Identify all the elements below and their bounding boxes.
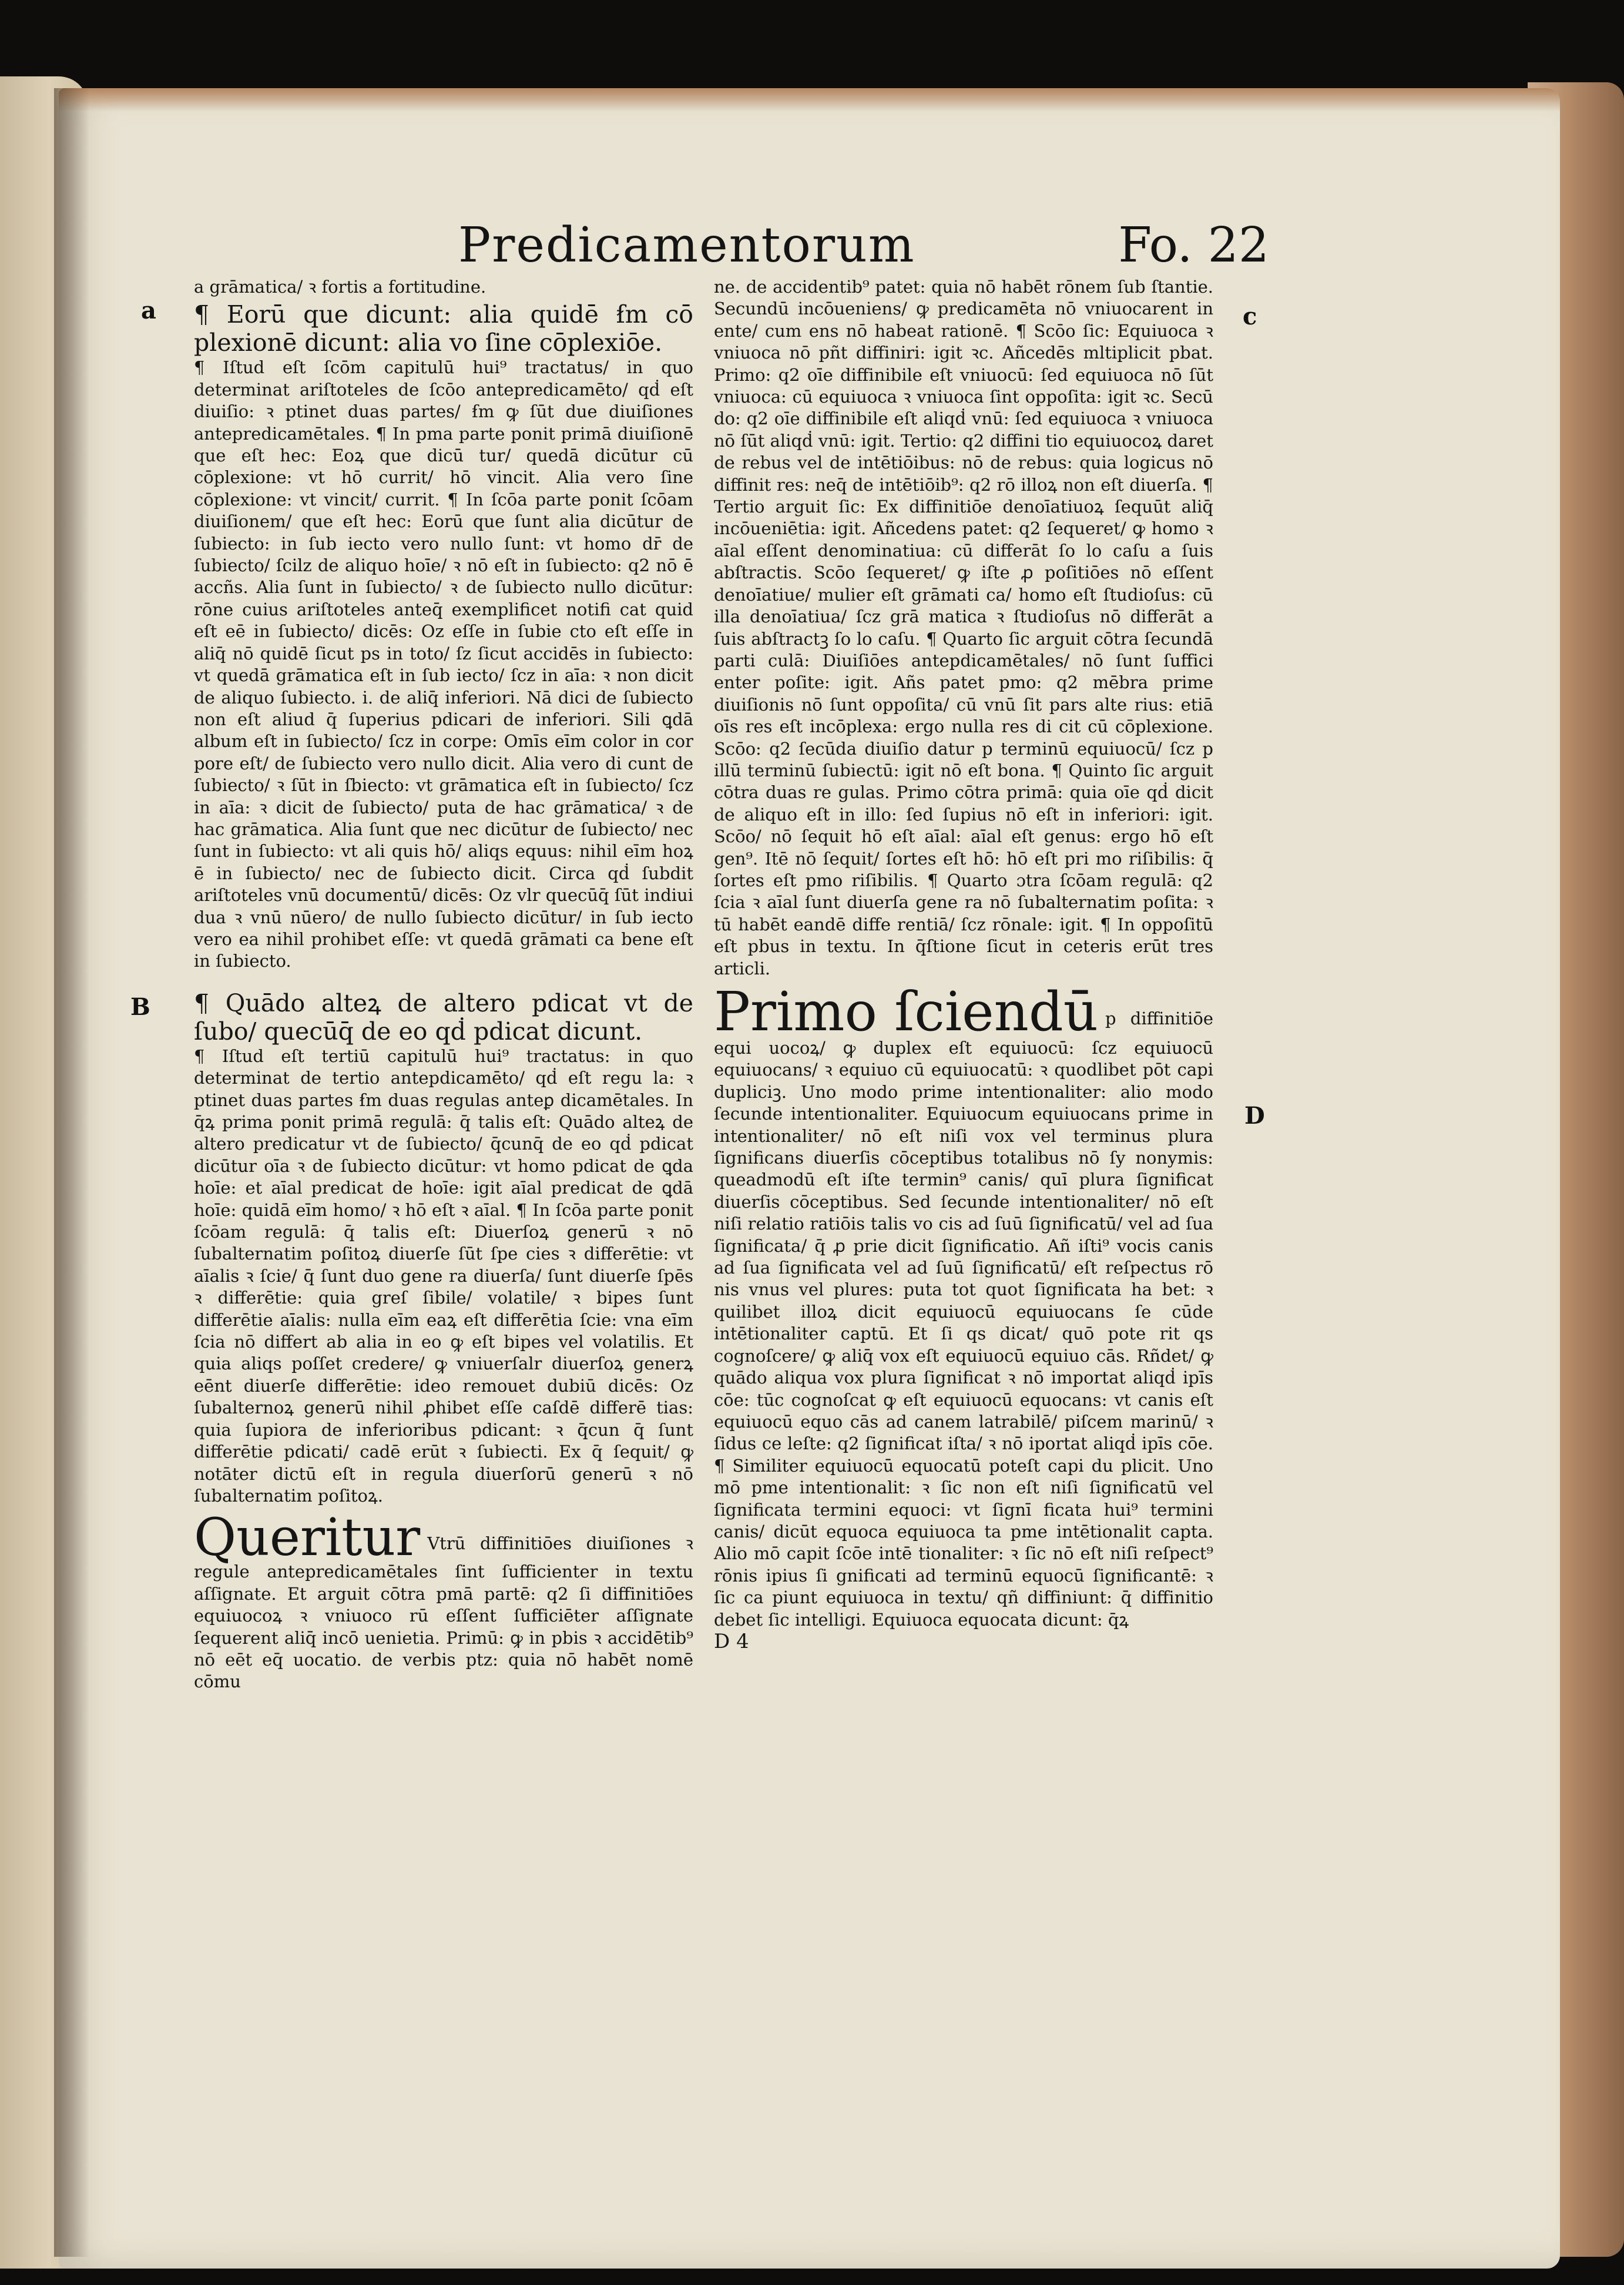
section-heading: ¶ Quādo alteꝝ de altero pdicat vt de ſubo/ quecūq̄ de eo qḋ pdicat dicunt. (194, 989, 693, 1046)
running-title: Predicamentorum (458, 217, 915, 273)
margin-letter-c: c (1243, 303, 1257, 330)
margin-letter-d: D (1244, 1102, 1265, 1130)
section-heading: ¶ Eorū que dicunt: alia quidē ẜm cō plexionē dicunt: alia vo ſine cōplexiōe. (194, 300, 693, 357)
question-text: Vtrū diffinitiōes diuiſiones ꝛ regule antepredicamētales ſint ſufficienter in textu aſſignate. Et arguit cōtra pmā partē: q2 ſi diffinitiōes equiuocoꝝ ꝛ vniuoco rū eſſent ſufficiēter aſſignate ſequerent aliq̄ incō uenietia. Primū: ꝙ in pbis ꝛ accidētib⁹ nō eēt eq̄ uocatio. de verbis ptz: quia nō habēt nomē cōmu (194, 1533, 693, 1692)
commentary-paragraph: ¶ Iſtud eſt ſcōm capitulū hui⁹ tractatus/ in quo determinat ariſtoteles de ſcōo antepredicamēto/ qḋ eſt diuiſio: ꝛ ptinet duas partes/ ẜm ꝙ ſūt due diuiſiones antepredicamētales. ¶ In pma parte ponit primā diuiſionē que eſt hec: Eoꝝ que dicū tur/ quedā dicūtur cū cōplexione: vt hō currit/ hō vincit. Alia vero ſine cōplexione: vt vincit/ currit. ¶ In ſcōa parte ponit ſcōam diuiſionem/ que eſt hec: Eorū que ſunt alia dicūtur de ſubiecto: in ſub iecto vero nullo ſunt: vt homo dr̄ de ſubiecto/ ſcilz de aliquo hoīe/ ꝛ nō eſt in ſubiecto: q2 nō ē accñs. Alia ſunt in ſubiecto/ ꝛ de ſubiecto nullo dicūtur: rōne cuius ariſtoteles anteq̄ exemplificet notifi cat quid eſt eē in ſubiecto/ dicēs: Oz eſſe in ſubie cto eſt eſſe in aliq̄ nō quidē ſicut ps in toto/ ſz ſicut accidēs in ſubiecto: vt quedā grāmatica eſt in ſub iecto/ ſcz in aīa: ꝛ non dicit de aliquo ſubiecto. i. de aliq̄ inferiori. Nā dici de ſubiecto non eſt aliud q̄ ſuperius pdicari de inferiori. Sili ꝗdā album eſt in ſubiecto/ ſcz in corpe: Omīs eīm color in cor pore eſt/ de ſubiecto vero nullo dicit. Alia vero di cunt de ſubiecto/ ꝛ ſūt in ſbiecto: vt grāmatica eſt in ſubiecto/ ſcz in aīa: ꝛ dicit de ſubiecto/ puta de hac grāmatica/ ꝛ de hac grāmatica. Alia ſunt que nec dicūtur de ſubiecto/ nec ſunt in ſubiecto: vt ali quis hō/ aliqs equus: nihil eīm hoꝝ ē in ſubiecto/ nec de ſubiecto dicit. Circa qḋ ſubdit ariſtoteles vnū documentū/ dicēs: Oz vlr quecūq̄ ſūt indiui dua ꝛ vnū nūero/ de nullo ſubiecto dicūtur/ in ſub iecto vero ea nihil prohibet eſſe: vt quedā grāmati ca bene eſt in ſubiecto. (194, 357, 693, 971)
left-column (194, 276, 693, 1693)
article-paragraph (714, 980, 1213, 1631)
margin-letter-a: a (141, 297, 156, 324)
margin-letter-b: B (130, 993, 150, 1021)
article-text: p diffinitiōe equi uocoꝝ/ ꝙ duplex eſt equiuocū: ſcz equiuocū equiuocans/ ꝛ equiuo cū equiuocatū: ꝛ quodlibet pōt capi dupliciꝫ. Uno modo prime intentionaliter: alio modo ſecunde intentionaliter. Equiuocum equiuocans prime in intentionaliter/ nō eſt niſi vox vel terminus plura ſignificans diuerſis cōceptibus totalibus nō ſy nonymis: queadmodū eſt iſte termin⁹ canis/ quī plura ſignificat diuerſis cōceptibus. Sed ſecunde intentionaliter/ nō eſt niſi relatio ratiōis talis vo cis ad ſuū ſignificatū/ vel ad ſua ſignificata/ q̄ ꝓ prie dicit ſignificatio. Añ iſti⁹ vocis canis ad ſua ſignificata vel ad ſuū ſignificatū/ eſt reſpectus rō nis vnus vel plures: puta tot quot ſignificata ha bet: ꝛ quilibet illoꝝ dicit equiuocū equiuocans ſe cūde intētionaliter captū. Et ſi qs dicat/ quō pote rit qs cognoſcere/ ꝙ aliq̄ vox eſt equiuocū equiuo cās. Rñdet/ ꝙ quādo aliqua vox plura ſignificat ꝛ nō importat aliqḋ ipīs cōe: tūc cognoſcat ꝙ eſt equiuocū equocans: vt canis eſt equiuocū equo cās ad canem latrabilē/ piſcem marinū/ ꝛ ſidus ce leſte: q2 ſignificat iſta/ ꝛ nō iportat aliqḋ ipīs cōe. ¶ Similiter equiuocū equocatū poteſt capi du plicit. Uno mō pme intentionalit: ꝛ ſic non eſt niſi ſignificatū vel ſignificata termini equoci: vt ſignī ficata hui⁹ termini canis/ dicūt equoca equiuoca ta pme intētionalit capta. Alio mō capit ſcōe intē tionaliter: ꝛ ſic nō eſt niſi reſpect⁹ rōnis ipius ſi gnificati ad terminū equocū ſignificantē: ꝛ ſic ca piunt equiuoca in textu/ qñ diffiniunt: q̄ diffinitio debet ſic intelligi. Equiuoca equocata dicunt: q̄ꝝ (714, 1009, 1213, 1630)
page-stain (59, 88, 1560, 112)
gutter-shadow (54, 88, 89, 2257)
signature-mark: D 4 (714, 1629, 749, 1653)
question-heading: Queritur (194, 1507, 421, 1568)
commentary-paragraph: ne. de accidentib⁹ patet: quia nō habēt rōnem ſub ſtantie. Secundū incōueniens/ ꝙ predicamēta nō vniuocarent in ente/ cum ens nō habeat rationē. ¶ Scōo ſic: Equiuoca ꝛ vniuoca nō pñt diffiniri: igit ꝛc. Añcedēs mltiplicit pbat. Primo: q2 oīe diffinibile eſt vniuocū: ſed equiuoca nō ſūt vniuoca: cū equiuoca ꝛ vniuoca ſint oppoſita: igit ꝛc. Secū do: q2 oīe diffinibile eſt aliqḋ vnū: ſed equiuoca ꝛ vniuoca nō ſūt aliqḋ vnū: igit. Tertio: q2 diffini tio equiuocoꝝ daret de rebus vel de intētiōibus: nō de rebus: quia logicus nō diffinit res: neq̄ de intētiōib⁹: q2 rō illoꝝ non eſt diuerſa. ¶ Tertio arguit ſic: Ex diffinitiōe denoīatiuoꝝ ſequūt aliq̄ incōueniētia: igit. Añcedens patet: q2 ſequeret/ ꝙ homo ꝛ aīal eſſent denominatiua: cū differāt ſo lo caſu a ſuis abſtractis. Scōo ſequeret/ ꝙ iſte ꝓ poſitiōes nō eſſent denoīatiue/ mulier eſt grāmati ca/ homo eſt ſtudioſus: cū illa denoīatiua/ ſcz grā matica ꝛ ſtudioſus nō differāt a ſuis abſtractꝫ ſo lo caſu. ¶ Quarto ſic arguit cōtra ſecundā parti culā: Diuiſiōes antepdicamētales/ nō ſunt ſuffici enter poſite: igit. Añs patet pmo: q2 mēbra prime diuiſionis nō ſunt oppoſita/ cū vnū ſit pars alte rius: etiā oīs res eſt incōplexa: ergo nulla res di cit cū cōplexione. Scōo: q2 ſecūda diuiſio datur p terminū equiuocū/ ſcz p illū terminū ſubiectū: igit nō eſt bona. ¶ Quinto ſic arguit cōtra duas re gulas. Primo cōtra primā: quia oīe qḋ dicit de aliquo eſt in illo: ſed ſupius nō eſt in inferiori: igit. Scōo/ nō ſequit hō eſt aīal: aīal eſt genus: ergo hō eſt gen⁹. Itē nō ſequit/ ſortes eſt hō: hō eſt pri mo riſibilis: q̄ ſortes eſt pmo riſibilis. ¶ Quarto ɔtra ſcōam regulā: q2 ſcia ꝛ aīal ſunt diuerſa gene ra nō ſubalternatim poſita: ꝛ tū habēt eandē diffe rentiā/ ſcz rōnale: igit. ¶ In oppoſitū eſt pbus in textu. In q̄ſtione ſicut in ceteris erūt tres articli. (714, 277, 1214, 979)
text-line: a grāmatica/ ꝛ fortis a fortitudine. (194, 277, 486, 297)
right-column (714, 276, 1213, 1653)
commentary-paragraph: ¶ Iſtud eſt tertiū capitulū hui⁹ tractatus: in quo determinat de tertio antepdicamēto/ qḋ eſt regu la: ꝛ ptinet duas partes ẜm duas regulas anteꝑ dicamētales. In q̄ꝝ prima ponit primā regulā: q̄ talis eſt: Quādo alteꝝ de altero predicatur vt de ſubiecto/ q̄cunq̄ de eo qḋ pdicat dicūtur oīa ꝛ de ſubiecto dicūtur: vt homo pdicat de ꝗda hoīe: et aīal predicat de hoīe: igit aīal predicat de ꝗdā hoīe: quidā eīm homo/ ꝛ hō eſt ꝛ aīal. ¶ In ſcōa parte ponit ſcōam regulā: q̄ talis eſt: Diuerſoꝝ generū ꝛ nō ſubalternatim poſitoꝝ diuerſe ſūt ſpe cies ꝛ differētie: vt aīalis ꝛ ſcie/ q̄ ſunt duo gene ra diuerſa/ ſunt diuerſe ſpēs ꝛ differētie: quia greſ ſibile/ volatile/ ꝛ bipes ſunt differētie aīalis: nulla eīm eaꝝ eſt differētia ſcie: vna eīm ſcia nō differt ab alia in eo ꝙ eſt bipes vel volatilis. Et quia aliqs poſſet credere/ ꝙ vniuerſalr diuerſoꝝ generꝝ eēnt diuerſe differētie: ideo remouet dubiū dicēs: Oz ſubalternoꝝ generū nihil ꝓhibet eſſe caſdē differē tias: quia ſupiora de inferioribus pdicant: ꝛ q̄cun q̄ ſunt differētie pdicati/ cadē erūt ꝛ ſubiecti. Ex q̄ ſequit/ ꝙ notāter dictū eſt in regula diuerſorū generū ꝛ nō ſubalternatim poſitoꝝ. (194, 1046, 693, 1506)
article-heading: Primo ſciendū (714, 980, 1099, 1043)
question-paragraph (194, 1507, 693, 1693)
folio-number: Fo. 22 (1118, 217, 1269, 273)
running-header (458, 217, 1269, 282)
